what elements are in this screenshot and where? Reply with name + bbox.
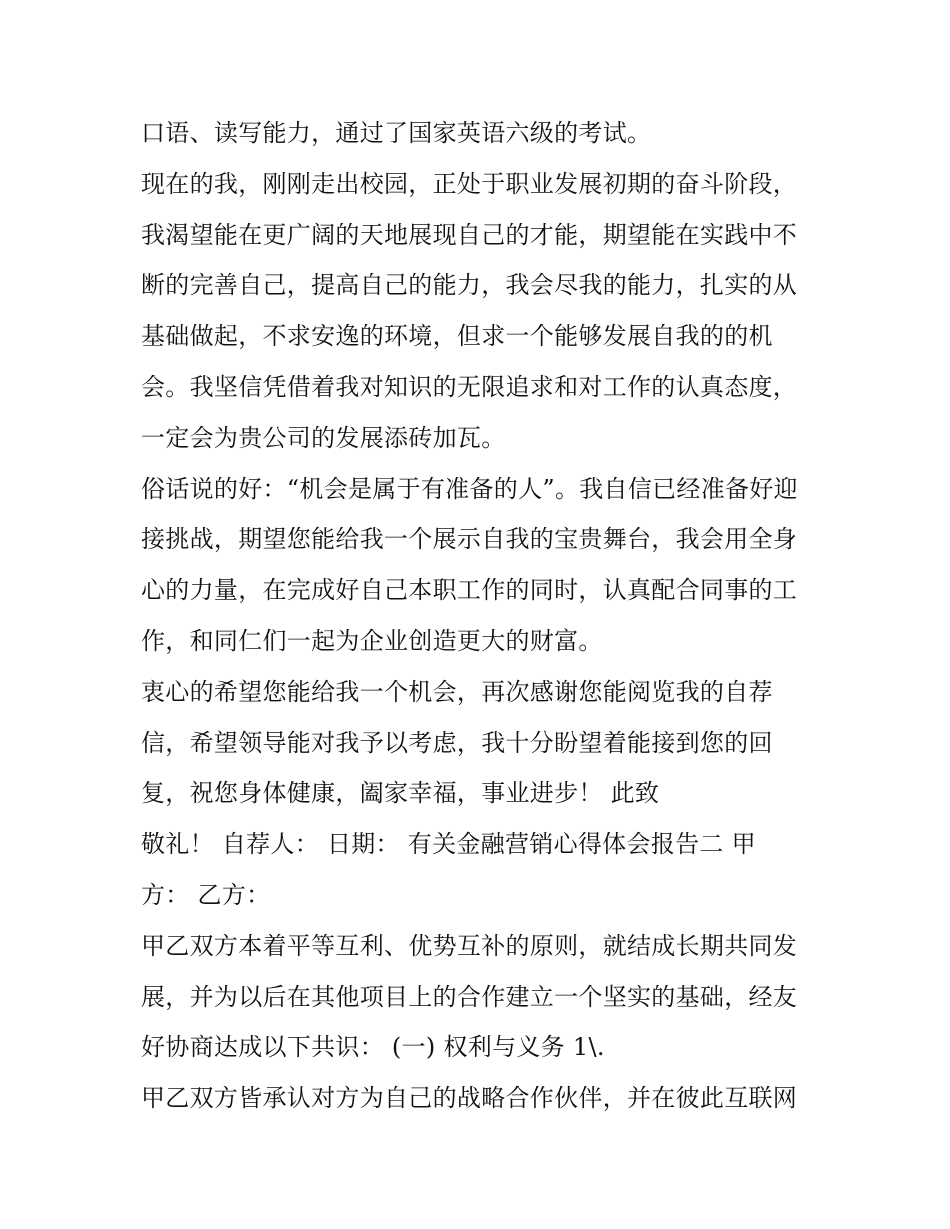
text-line: 现在的我，刚刚走出校园，正处于职业发展初期的奋斗阶段， xyxy=(141,169,798,198)
text-line: 俗话说的好：“机会是属于有准备的人”。我自信已经准备好迎 xyxy=(141,474,798,503)
text-line: 好协商达成以下共识： (一) 权利与义务 1\. xyxy=(141,1033,605,1062)
text-line: 口语、读写能力，通过了国家英语六级的考试。 xyxy=(141,119,652,147)
text-line: 敬礼！ 自荐人： 日期： 有关金融营销心得体会报告二 甲 xyxy=(141,830,756,859)
text-line: 接挑战，期望您能给我一个展示自我的宝贵舞台，我会用全身 xyxy=(141,525,798,554)
text-line: 展，并为以后在其他项目上的合作建立一个坚实的基础，经友 xyxy=(141,982,798,1011)
text-line: 心的力量，在完成好自己本职工作的同时，认真配合同事的工 xyxy=(141,576,798,605)
text-line: 我渴望能在更广阔的天地展现自己的才能，期望能在实践中不 xyxy=(141,220,798,249)
text-line: 基础做起，不求安逸的环境，但求一个能够发展自我的的机 xyxy=(141,322,773,351)
text-line: 作，和同仁们一起为企业创造更大的财富。 xyxy=(141,626,603,655)
text-line: 会。我坚信凭借着我对知识的无限追求和对工作的认真态度， xyxy=(141,372,798,401)
text-line: 甲乙双方本着平等互利、优势互补的原则，就结成长期共同发 xyxy=(141,931,798,960)
text-line: 信，希望领导能对我予以考虑，我十分盼望着能接到您的回 xyxy=(141,728,773,757)
text-line: 断的完善自己，提高自己的能力，我会尽我的能力，扎实的从 xyxy=(141,271,798,300)
body-text xyxy=(141,108,821,1124)
text-line: 复，祝您身体健康，阖家幸福，事业进步！ 此致 xyxy=(141,779,660,808)
text-line: 一定会为贵公司的发展添砖加瓦。 xyxy=(141,423,506,452)
text-line: 方： 乙方： xyxy=(141,880,271,909)
text-line: 衷心的希望您能给我一个机会，再次感谢您能阅览我的自荐 xyxy=(141,677,773,706)
text-line: 甲乙双方皆承认对方为自己的战略合作伙伴，并在彼此互联网 xyxy=(141,1084,798,1113)
